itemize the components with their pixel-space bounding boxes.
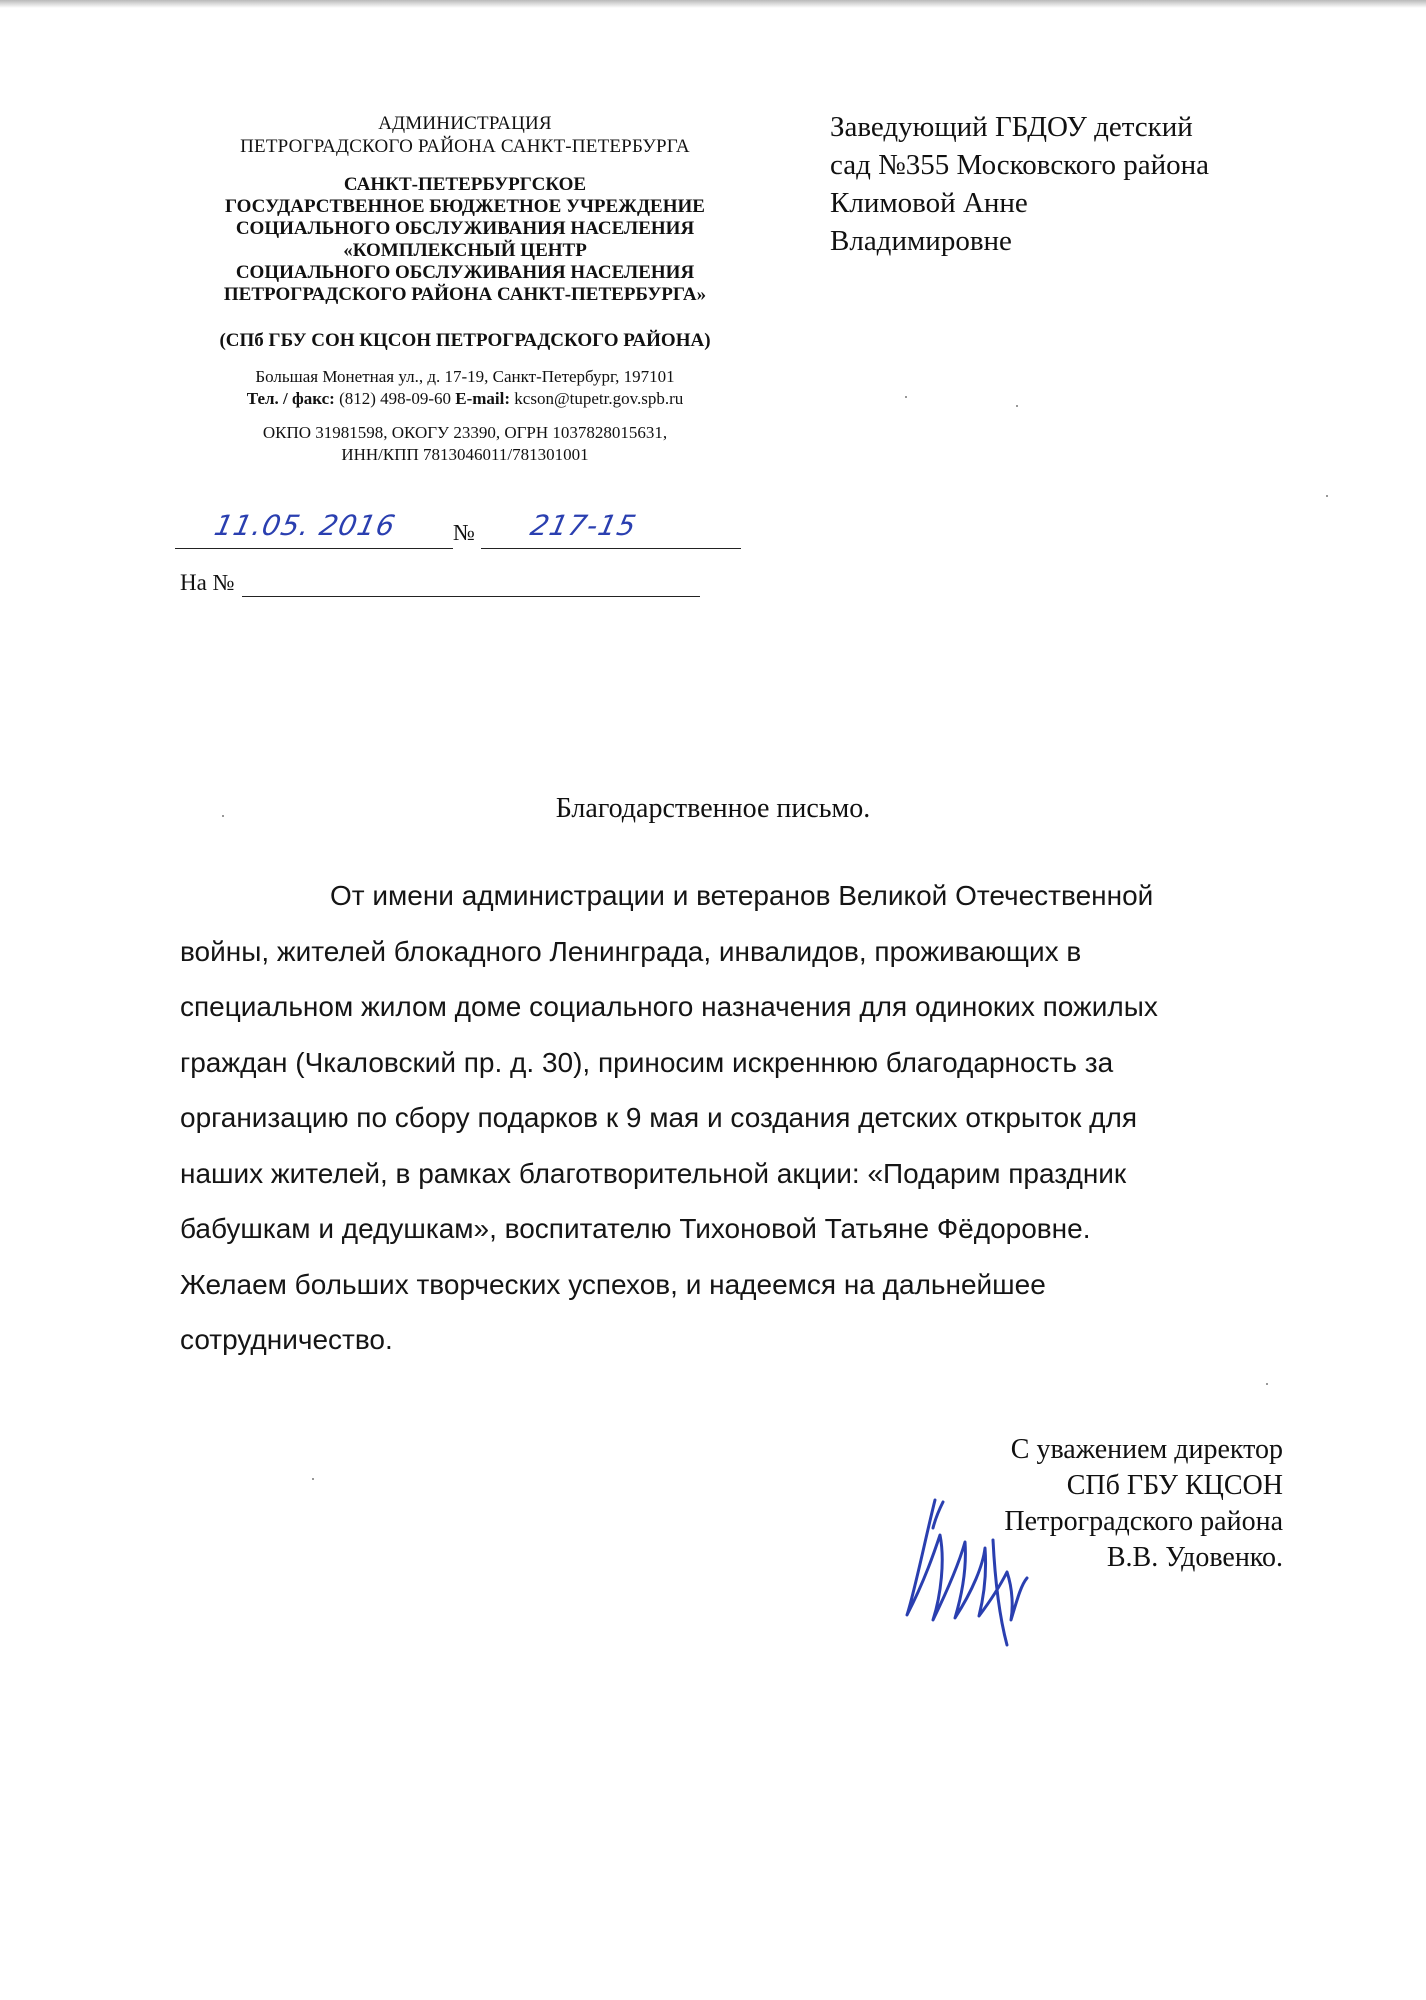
- admin-line: АДМИНИСТРАЦИЯ: [378, 113, 552, 134]
- body-line: наших жителей, в рамках благотворительной акции: «Подарим праздник: [180, 1157, 1127, 1189]
- handwritten-number: 217-15: [527, 509, 640, 542]
- body-line: сотрудничество.: [180, 1324, 393, 1355]
- body-line: специальном жилом доме социального назначения для одиноких пожилых: [180, 991, 1158, 1022]
- scan-speck: [1016, 405, 1018, 407]
- body-line: организацию по сбору подарков к 9 мая и создания детских открыток для: [180, 1102, 1137, 1133]
- body-line: граждан (Чкаловский пр. д. 30), приносим искреннюю благодарность за: [180, 1046, 1114, 1078]
- handwritten-date: 11.05. 2016: [211, 509, 399, 542]
- outgoing-reference: [175, 508, 740, 548]
- addressee-line: Владимировне: [830, 225, 1012, 257]
- scan-edge: [0, 0, 1426, 8]
- institution-abbreviation: (СПб ГБУ СОН КЦСОН ПЕТРОГРАДСКОГО РАЙОНА): [219, 330, 711, 351]
- institution-line: ГОСУДАРСТВЕННОЕ БЮДЖЕТНОЕ УЧРЕЖДЕНИЕ: [225, 196, 705, 217]
- scan-speck: [1266, 1383, 1268, 1385]
- body-line: бабушкам и дедушкам», воспитателю Тихоновой Татьяне Фёдоровне.: [180, 1213, 1091, 1244]
- phone-value: (812) 498-09-60: [334, 389, 456, 408]
- phone-label: Тел. / факс:: [246, 389, 335, 408]
- scan-speck: [222, 815, 224, 817]
- address: Большая Монетная ул., д. 17-19, Санкт-Петербург, 197101: [255, 367, 675, 386]
- addressee-line: Климовой Анне: [830, 187, 1028, 219]
- signature-line: СПб ГБУ КЦСОН: [1066, 1470, 1283, 1501]
- institution-line: СОЦИАЛЬНОГО ОБСЛУЖИВАНИЯ НАСЕЛЕНИЯ: [235, 262, 695, 283]
- scan-speck: [1326, 495, 1328, 497]
- signature-line: С уважением директор: [1010, 1434, 1283, 1465]
- institution-line: ПЕТРОГРАДСКОГО РАЙОНА САНКТ-ПЕТЕРБУРГА»: [223, 284, 707, 305]
- scan-speck: [312, 1478, 314, 1480]
- number-label: №: [453, 520, 475, 545]
- email-value: kcson@tupetr.gov.spb.ru: [510, 389, 684, 408]
- institution-name: [165, 174, 765, 306]
- signature-line: Петроградского района: [1004, 1506, 1283, 1537]
- number-field: [481, 508, 741, 549]
- codes-line: ОКПО 31981598, ОКОГУ 23390, ОГРН 1037828015631,: [262, 423, 668, 442]
- body-line: Желаем больших творческих успехов, и надеемся на дальнейшее: [180, 1268, 1046, 1300]
- institution-line: САНКТ-ПЕТЕРБУРГСКОЕ: [343, 174, 587, 195]
- letter-body: [180, 868, 1262, 1368]
- body-line: войны, жителей блокадного Ленинграда, инвалидов, проживающих в: [180, 935, 1082, 967]
- addressee-line: Заведующий ГБДОУ детский: [830, 111, 1193, 143]
- body-line-text: От имени администрации и ветеранов Великой Отечественной: [330, 880, 1154, 911]
- codes-line: ИНН/КПП 7813046011/781301001: [341, 445, 589, 464]
- addressee: [830, 108, 1310, 260]
- phone-email-line: [165, 388, 765, 410]
- body-line: [180, 868, 1262, 924]
- handwritten-signature: [895, 1480, 1045, 1650]
- registration-codes: [165, 422, 765, 466]
- scan-speck: [905, 396, 907, 398]
- contact-info: [165, 366, 765, 410]
- signature-line: В.В. Удовенко.: [1106, 1542, 1283, 1573]
- date-field: [175, 508, 453, 549]
- letterhead: [165, 112, 765, 466]
- email-label: E-mail:: [455, 389, 511, 408]
- addressee-line: сад №355 Московского района: [830, 149, 1210, 181]
- institution-line: «КОМПЛЕКСНЫЙ ЦЕНТР: [343, 240, 587, 261]
- reply-label: На №: [180, 570, 235, 595]
- institution-line: СОЦИАЛЬНОГО ОБСЛУЖИВАНИЯ НАСЕЛЕНИЯ: [235, 218, 695, 239]
- reply-reference: [180, 570, 700, 600]
- letter-title: Благодарственное письмо.: [555, 793, 871, 824]
- administration-header: [165, 112, 765, 158]
- reply-number-field: [242, 596, 700, 597]
- admin-district-line: ПЕТРОГРАДСКОГО РАЙОНА САНКТ-ПЕТЕРБУРГА: [240, 136, 690, 157]
